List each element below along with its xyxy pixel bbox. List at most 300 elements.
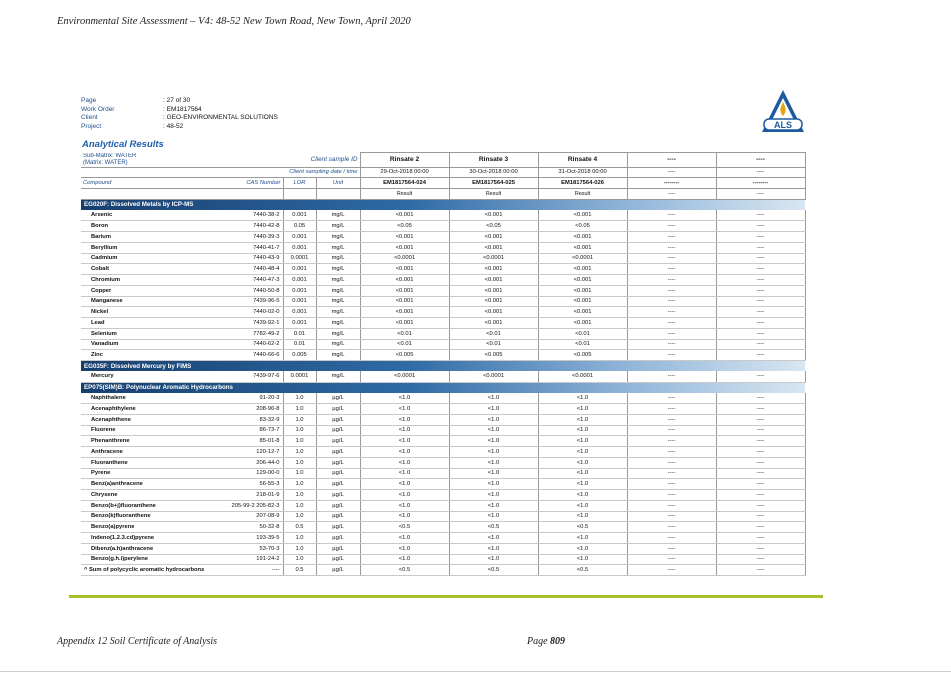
result-cell: <0.001 (360, 296, 449, 307)
result-cell: <1.0 (360, 554, 449, 565)
table-row (81, 543, 805, 554)
result-cell: <1.0 (360, 414, 449, 425)
meta-label: Work Order (81, 105, 115, 113)
section-title: EG035F: Dissolved Mercury by FIMS (81, 361, 805, 372)
result-cell: ---- (627, 554, 716, 565)
result-cell: <1.0 (449, 500, 538, 511)
cas-number: 7439-96-5 (223, 296, 283, 307)
result-cell: <0.001 (449, 318, 538, 329)
lab-id-5: -------- (716, 178, 805, 189)
meta-value: : 27 of 30 (163, 97, 191, 104)
unit-value: µg/L (316, 425, 360, 436)
compound-name: Fluorene (81, 425, 223, 436)
lor-value: 1.0 (283, 457, 316, 468)
report-meta (81, 97, 278, 131)
result-cell: <0.5 (449, 522, 538, 533)
cas-number: 206-44-0 (223, 457, 283, 468)
result-cell: <0.001 (360, 264, 449, 275)
lor-value: 1.0 (283, 543, 316, 554)
result-header-5: ---- (716, 189, 805, 200)
unit-value: µg/L (316, 479, 360, 490)
table-row (81, 393, 805, 404)
cas-number: 7439-92-1 (223, 318, 283, 329)
sample-id-5: ---- (716, 153, 805, 168)
lor-value: 0.001 (283, 210, 316, 221)
table-row (81, 457, 805, 468)
cas-number: 7440-41-7 (223, 242, 283, 253)
result-cell: ---- (716, 490, 805, 501)
lor-value: 0.0001 (283, 253, 316, 264)
result-cell: <1.0 (538, 500, 627, 511)
unit-value: mg/L (316, 264, 360, 275)
result-cell: <1.0 (449, 425, 538, 436)
cas-number: 56-55-3 (223, 479, 283, 490)
cas-number: 208-96-8 (223, 404, 283, 415)
result-cell: <1.0 (449, 490, 538, 501)
result-cell: <1.0 (360, 404, 449, 415)
unit-value: mg/L (316, 253, 360, 264)
result-cell: <0.005 (449, 350, 538, 361)
result-cell: <1.0 (538, 425, 627, 436)
lor-value: 0.05 (283, 221, 316, 232)
compound-name: Barium (81, 232, 223, 243)
result-cell: <1.0 (360, 468, 449, 479)
unit-value: mg/L (316, 285, 360, 296)
unit-value: mg/L (316, 242, 360, 253)
result-cell: ---- (627, 436, 716, 447)
footer-page-number: 809 (550, 636, 566, 647)
result-cell: <0.001 (538, 232, 627, 243)
result-cell: ---- (627, 533, 716, 544)
table-row (81, 232, 805, 243)
result-cell: <0.001 (538, 285, 627, 296)
cas-number: ---- (223, 565, 283, 576)
table-row (81, 318, 805, 329)
result-cell: ---- (716, 242, 805, 253)
compound-name: Fluoranthene (81, 457, 223, 468)
result-cell: <0.001 (538, 242, 627, 253)
result-cell: <0.01 (360, 339, 449, 350)
result-cell: ---- (627, 543, 716, 554)
meta-row (81, 114, 278, 123)
table-row (81, 500, 805, 511)
unit-value: µg/L (316, 554, 360, 565)
result-cell: ---- (716, 468, 805, 479)
unit-value: µg/L (316, 393, 360, 404)
unit-value: µg/L (316, 500, 360, 511)
result-cell: ---- (716, 533, 805, 544)
result-cell: ---- (627, 296, 716, 307)
table-row (81, 285, 805, 296)
result-cell: <1.0 (360, 533, 449, 544)
result-cell: ---- (716, 253, 805, 264)
result-cell: <1.0 (538, 457, 627, 468)
result-cell: <0.001 (538, 264, 627, 275)
table-row (81, 468, 805, 479)
cas-number: 207-08-9 (223, 511, 283, 522)
table-row (81, 490, 805, 501)
lor-value: 1.0 (283, 447, 316, 458)
compound-name: Beryllium (81, 242, 223, 253)
result-cell: ---- (716, 565, 805, 576)
result-cell: ---- (627, 404, 716, 415)
result-cell: <1.0 (538, 479, 627, 490)
result-cell: <0.001 (360, 318, 449, 329)
result-cell: ---- (627, 425, 716, 436)
table-row (81, 554, 805, 565)
lor-value: 0.001 (283, 232, 316, 243)
result-cell: <0.001 (538, 307, 627, 318)
result-cell: <0.001 (360, 307, 449, 318)
table-row (81, 565, 805, 576)
sample-date-2: 30-Oct-2018 00:00 (449, 167, 538, 178)
result-cell: <1.0 (538, 543, 627, 554)
section-title: EP075(SIM)B: Polynuclear Aromatic Hydrocarbons (81, 382, 805, 393)
unit-value: mg/L (316, 350, 360, 361)
unit-value: mg/L (316, 307, 360, 318)
document-header: Environmental Site Assessment – V4: 48-52 New Town Road, New Town, April 2020 (57, 16, 411, 27)
table-row (81, 511, 805, 522)
unit-value: µg/L (316, 565, 360, 576)
compound-name: Anthracene (81, 447, 223, 458)
result-cell: ---- (627, 350, 716, 361)
result-cell: <0.5 (360, 522, 449, 533)
result-cell: <1.0 (360, 500, 449, 511)
unit-value: µg/L (316, 404, 360, 415)
lor-value: 1.0 (283, 500, 316, 511)
lor-value: 1.0 (283, 533, 316, 544)
result-cell: <1.0 (360, 479, 449, 490)
result-cell: <0.001 (449, 264, 538, 275)
result-cell: ---- (627, 393, 716, 404)
result-cell: ---- (627, 275, 716, 286)
result-cell: <1.0 (360, 511, 449, 522)
unit-value: mg/L (316, 318, 360, 329)
result-cell: <1.0 (449, 543, 538, 554)
meta-label: Project (81, 122, 102, 130)
result-cell: <1.0 (538, 414, 627, 425)
result-cell: <0.001 (449, 296, 538, 307)
result-cell: ---- (716, 264, 805, 275)
result-cell: <1.0 (360, 457, 449, 468)
logo-text: ALS (774, 120, 792, 130)
result-cell: ---- (627, 328, 716, 339)
lor-value: 0.005 (283, 350, 316, 361)
compound-name: Indeno(1.2.3.cd)pyrene (81, 533, 223, 544)
cas-number: 53-70-3 (223, 543, 283, 554)
result-cell: ---- (627, 500, 716, 511)
result-cell: <1.0 (449, 414, 538, 425)
unit-value: mg/L (316, 210, 360, 221)
cas-number: 7782-49-2 (223, 328, 283, 339)
compound-name: Benzo(a)pyrene (81, 522, 223, 533)
compound-name: Nickel (81, 307, 223, 318)
result-cell: ---- (716, 414, 805, 425)
result-cell: <1.0 (538, 393, 627, 404)
table-row (81, 479, 805, 490)
compound-name: Mercury (81, 371, 223, 382)
meta-value: : EM1817564 (163, 105, 202, 113)
compound-name: Zinc (81, 350, 223, 361)
result-cell: <0.5 (538, 565, 627, 576)
result-cell: ---- (716, 232, 805, 243)
result-cell: <1.0 (449, 533, 538, 544)
result-cell: ---- (716, 307, 805, 318)
footer-appendix: Appendix 12 Soil Certificate of Analysis (57, 636, 218, 647)
result-cell: ---- (716, 221, 805, 232)
cas-number: 7440-42-8 (223, 221, 283, 232)
lor-value: 1.0 (283, 425, 316, 436)
compound-name: Boron (81, 221, 223, 232)
result-cell: ---- (716, 210, 805, 221)
compound-name: Chrysene (81, 490, 223, 501)
result-cell: ---- (716, 522, 805, 533)
result-cell: <0.0001 (449, 253, 538, 264)
result-header-3: Result (538, 189, 627, 200)
unit-value: mg/L (316, 296, 360, 307)
meta-row (81, 106, 278, 115)
sample-date-5: ---- (716, 167, 805, 178)
compound-name: Benzo(g.h.i)perylene (81, 554, 223, 565)
result-cell: ---- (716, 371, 805, 382)
sample-date-1: 29-Oct-2018 00:00 (360, 167, 449, 178)
unit-header: Unit (316, 178, 360, 189)
result-cell: ---- (627, 264, 716, 275)
cas-number: 129-00-0 (223, 468, 283, 479)
meta-label: Page (81, 97, 97, 104)
footer-rule (69, 595, 823, 598)
lor-value: 1.0 (283, 511, 316, 522)
result-cell: <0.0001 (538, 371, 627, 382)
result-cell: <0.001 (449, 285, 538, 296)
table-row (81, 253, 805, 264)
lor-value: 1.0 (283, 468, 316, 479)
result-cell: ---- (627, 242, 716, 253)
result-cell: <1.0 (449, 468, 538, 479)
lab-id-1: EM1817564-024 (360, 178, 449, 189)
lor-value: 0.001 (283, 285, 316, 296)
cas-number: 205-99-2 205-82-3 (223, 500, 283, 511)
compound-name: Pyrene (81, 468, 223, 479)
unit-value: µg/L (316, 522, 360, 533)
result-cell: ---- (716, 500, 805, 511)
result-cell: ---- (716, 350, 805, 361)
lor-value: 1.0 (283, 554, 316, 565)
result-cell: ---- (716, 425, 805, 436)
compound-name: Benzo(k)fluoranthene (81, 511, 223, 522)
result-cell: <0.001 (449, 242, 538, 253)
client-sample-id-label: Client sample ID (283, 153, 360, 168)
result-cell: <0.05 (538, 221, 627, 232)
cas-number: 7440-66-6 (223, 350, 283, 361)
sample-id-2: Rinsate 3 (449, 153, 538, 168)
result-cell: ---- (627, 210, 716, 221)
table-row (81, 242, 805, 253)
result-cell: <1.0 (360, 436, 449, 447)
result-cell: <0.001 (360, 285, 449, 296)
result-cell: <1.0 (449, 479, 538, 490)
unit-value: µg/L (316, 533, 360, 544)
result-cell: <0.01 (449, 328, 538, 339)
result-cell: <1.0 (538, 447, 627, 458)
result-cell: ---- (716, 511, 805, 522)
lab-id-4: -------- (627, 178, 716, 189)
result-cell: <1.0 (449, 436, 538, 447)
result-cell: ---- (627, 232, 716, 243)
result-cell: ---- (627, 414, 716, 425)
unit-value: µg/L (316, 457, 360, 468)
unit-value: mg/L (316, 275, 360, 286)
compound-name: Vanadium (81, 339, 223, 350)
compound-name: Cadmium (81, 253, 223, 264)
result-cell: <1.0 (360, 447, 449, 458)
cas-number: 193-39-5 (223, 533, 283, 544)
page-title: Analytical Results (82, 139, 164, 150)
result-cell: <1.0 (360, 393, 449, 404)
table-row (81, 436, 805, 447)
result-cell: ---- (716, 404, 805, 415)
result-cell: <1.0 (449, 393, 538, 404)
cas-number: 50-32-8 (223, 522, 283, 533)
compound-name: Chromium (81, 275, 223, 286)
result-cell: <0.05 (360, 221, 449, 232)
result-cell: <0.001 (449, 232, 538, 243)
table-row (81, 350, 805, 361)
cas-number: 7440-43-9 (223, 253, 283, 264)
result-cell: <0.01 (538, 328, 627, 339)
als-logo (760, 88, 806, 134)
lab-id-2: EM1817564-025 (449, 178, 538, 189)
unit-value: µg/L (316, 511, 360, 522)
cas-number: 86-73-7 (223, 425, 283, 436)
lor-value: 0.0001 (283, 371, 316, 382)
compound-name: Arsenic (81, 210, 223, 221)
result-cell: <0.01 (538, 339, 627, 350)
result-cell: <1.0 (449, 554, 538, 565)
result-cell: ---- (627, 457, 716, 468)
result-cell: ---- (627, 490, 716, 501)
meta-label: Client (81, 114, 98, 122)
cas-number: 7440-62-2 (223, 339, 283, 350)
table-row (81, 533, 805, 544)
compound-name: Benzo(b+j)fluoranthene (81, 500, 223, 511)
result-cell: <0.5 (538, 522, 627, 533)
cas-number: 7440-48-4 (223, 264, 283, 275)
matrix-label: (Matrix: WATER) (83, 159, 128, 166)
section-header (81, 382, 805, 393)
lor-value: 1.0 (283, 404, 316, 415)
table-row (81, 414, 805, 425)
compound-name: Manganese (81, 296, 223, 307)
unit-value: mg/L (316, 339, 360, 350)
lor-value: 1.0 (283, 490, 316, 501)
result-cell: <0.5 (360, 565, 449, 576)
result-cell: <0.005 (538, 350, 627, 361)
result-cell: <0.001 (538, 275, 627, 286)
result-cell: <0.001 (360, 232, 449, 243)
result-cell: ---- (627, 371, 716, 382)
result-cell: ---- (627, 468, 716, 479)
result-cell: ---- (716, 285, 805, 296)
cas-number: 83-32-9 (223, 414, 283, 425)
result-cell: <1.0 (449, 511, 538, 522)
lor-value: 0.5 (283, 522, 316, 533)
result-cell: <0.0001 (360, 253, 449, 264)
result-cell: ---- (716, 318, 805, 329)
unit-value: µg/L (316, 468, 360, 479)
result-cell: <1.0 (360, 490, 449, 501)
compound-name: ^ Sum of polycyclic aromatic hydrocarbons (81, 565, 223, 576)
compound-name: Acenaphthylene (81, 404, 223, 415)
result-cell: <1.0 (538, 468, 627, 479)
result-cell: ---- (627, 522, 716, 533)
page-divider (0, 671, 951, 672)
cas-number: 120-12-7 (223, 447, 283, 458)
result-cell: ---- (627, 307, 716, 318)
table-row (81, 264, 805, 275)
unit-value: µg/L (316, 414, 360, 425)
table-row (81, 447, 805, 458)
result-cell: ---- (716, 457, 805, 468)
result-cell: <1.0 (360, 425, 449, 436)
result-cell: ---- (716, 296, 805, 307)
compound-header: Compound (81, 178, 223, 189)
cas-number: 7440-39-3 (223, 232, 283, 243)
result-cell: ---- (627, 318, 716, 329)
cas-header: CAS Number (223, 178, 283, 189)
cas-number: 191-24-2 (223, 554, 283, 565)
table-row (81, 307, 805, 318)
sample-id-1: Rinsate 2 (360, 153, 449, 168)
result-cell: <0.5 (449, 565, 538, 576)
unit-value: µg/L (316, 447, 360, 458)
table-row (81, 296, 805, 307)
meta-row (81, 123, 278, 132)
result-cell: <1.0 (449, 457, 538, 468)
result-cell: <1.0 (538, 436, 627, 447)
result-cell: <1.0 (449, 404, 538, 415)
table-row (81, 210, 805, 221)
result-cell: ---- (627, 253, 716, 264)
unit-value: mg/L (316, 328, 360, 339)
result-header-4: ---- (627, 189, 716, 200)
result-cell: ---- (716, 543, 805, 554)
result-cell: <1.0 (538, 490, 627, 501)
result-cell: <0.001 (449, 307, 538, 318)
compound-name: Copper (81, 285, 223, 296)
cas-number: 91-20-3 (223, 393, 283, 404)
lor-value: 0.001 (283, 318, 316, 329)
result-cell: <0.0001 (538, 253, 627, 264)
result-cell: ---- (716, 393, 805, 404)
result-cell: ---- (716, 447, 805, 458)
lor-value: 0.001 (283, 242, 316, 253)
result-cell: <0.005 (360, 350, 449, 361)
unit-value: mg/L (316, 221, 360, 232)
lor-value: 0.5 (283, 565, 316, 576)
footer-page-label: Page (527, 636, 548, 647)
table-row (81, 328, 805, 339)
sampling-date-label: Client sampling date / time (81, 167, 360, 178)
result-cell: ---- (627, 447, 716, 458)
result-cell: <1.0 (538, 511, 627, 522)
result-cell: ---- (627, 285, 716, 296)
sample-id-3: Rinsate 4 (538, 153, 627, 168)
table-row (81, 339, 805, 350)
result-cell: ---- (627, 339, 716, 350)
unit-value: mg/L (316, 371, 360, 382)
result-cell: <0.001 (449, 275, 538, 286)
